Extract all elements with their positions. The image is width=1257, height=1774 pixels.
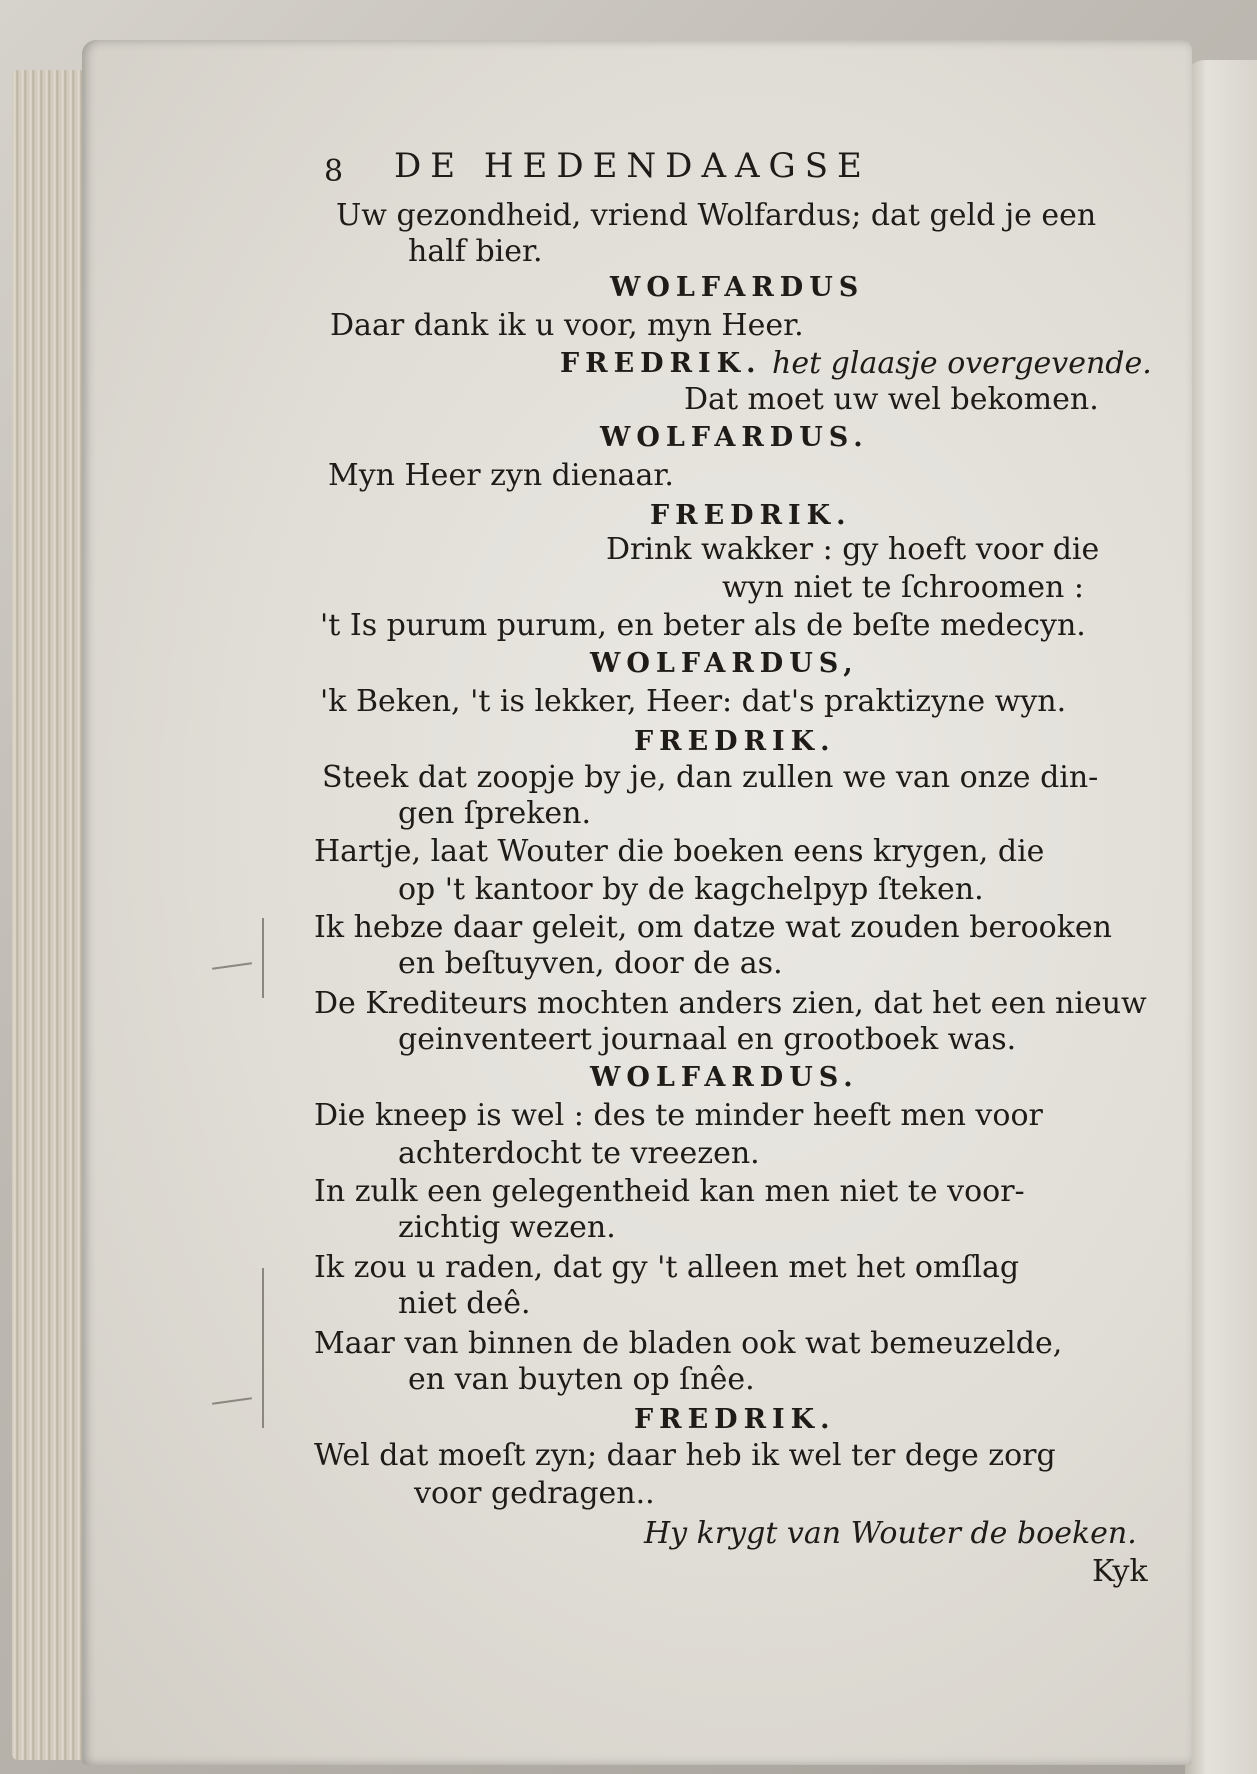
text-line: op 't kantoor by de kagchelpyp ſteken. bbox=[398, 872, 984, 907]
text-line: Hartje, laat Wouter die boeken eens krygen, die bbox=[314, 834, 1045, 869]
text-line: Ik zou u raden, dat gy 't alleen met het omſlag bbox=[314, 1250, 1020, 1285]
text-line: In zulk een gelegentheid kan men niet te voor- bbox=[314, 1174, 1025, 1209]
speaker-name: FREDRIK. bbox=[650, 500, 852, 531]
speaker-name: FREDRIK. bbox=[560, 348, 762, 379]
speaker-name: WOLFARDUS. bbox=[590, 1062, 859, 1093]
text-line: Maar van binnen de bladen ook wat bemeuzelde, bbox=[314, 1326, 1063, 1361]
page-number: 8 bbox=[324, 154, 344, 189]
text-line: 't Is purum purum, en beter als de beſte medecyn. bbox=[320, 608, 1086, 643]
running-title: DE HEDENDAAGSE bbox=[394, 146, 871, 186]
text-line: De Krediteurs mochten anders zien, dat het een nieuw bbox=[314, 986, 1147, 1021]
margin-mark-upper bbox=[262, 918, 264, 998]
text-line: wyn niet te ſchroomen : bbox=[722, 570, 1084, 605]
text-line: achterdocht te vreezen. bbox=[398, 1136, 760, 1171]
text-line: Dat moet uw wel bekomen. bbox=[684, 382, 1099, 417]
next-page-edge bbox=[1185, 60, 1257, 1774]
catchword: Kyk bbox=[1092, 1554, 1148, 1589]
text-line: Myn Heer zyn dienaar. bbox=[328, 458, 674, 493]
text-line: en beſtuyven, door de as. bbox=[398, 946, 783, 981]
text-line: Drink wakker : gy hoeft voor die bbox=[606, 532, 1100, 567]
text-line: 'k Beken, 't is lekker, Heer: dat's praktizyne wyn. bbox=[320, 684, 1067, 719]
text-line: voor gedragen.. bbox=[414, 1476, 655, 1511]
text-line: gen ſpreken. bbox=[398, 796, 592, 831]
margin-mark-lower bbox=[262, 1268, 264, 1428]
text-line: Ik hebze daar geleit, om datze wat zouden berooken bbox=[314, 910, 1112, 945]
stage-direction: het glaasje overgevende. bbox=[772, 346, 1152, 381]
text-line: Wel dat moeſt zyn; daar heb ik wel ter dege zorg bbox=[314, 1438, 1056, 1473]
text-line: Daar dank ik u voor, myn Heer. bbox=[330, 308, 804, 343]
text-line: zichtig wezen. bbox=[398, 1210, 616, 1245]
speaker-name: WOLFARDUS, bbox=[590, 648, 859, 679]
text-line: half bier. bbox=[408, 234, 543, 269]
speaker-name: FREDRIK. bbox=[634, 1404, 836, 1435]
text-line: Uw gezondheid, vriend Wolfardus; dat geld je een bbox=[336, 198, 1097, 233]
text-block bbox=[314, 140, 1170, 1660]
text-line: en van buyten op ſnêe. bbox=[408, 1362, 755, 1397]
speaker-name: WOLFARDUS. bbox=[600, 422, 869, 453]
text-line: Steek dat zoopje by je, dan zullen we van onze din- bbox=[322, 760, 1099, 795]
text-line: niet deê. bbox=[398, 1286, 531, 1321]
speaker-name: FREDRIK. bbox=[634, 726, 836, 757]
speaker-name: WOLFARDUS bbox=[610, 272, 865, 303]
text-line: Die kneep is wel : des te minder heeft men voor bbox=[314, 1098, 1043, 1133]
stage-direction: Hy krygt van Wouter de boeken. bbox=[644, 1516, 1137, 1551]
text-line: geinventeert journaal en grootboek was. bbox=[398, 1022, 1017, 1057]
